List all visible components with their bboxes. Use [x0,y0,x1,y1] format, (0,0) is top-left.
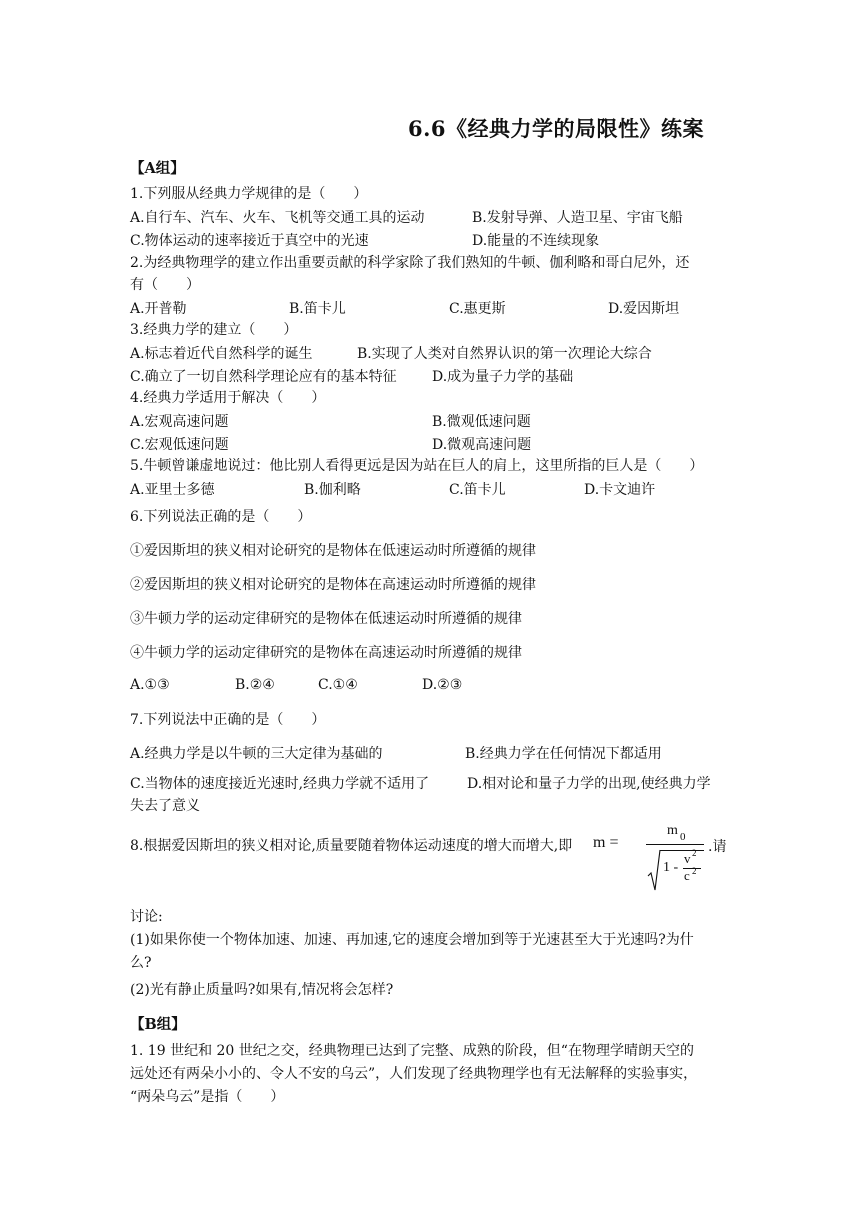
q8-part1-line2: 么? [130,955,152,971]
q3-stem: 3.经典力学的建立（ ） [130,322,298,338]
q6-stem: 6.下列说法正确的是（ ） [130,509,312,525]
q1-option-d: D.能量的不连续现象 [472,233,600,249]
q1-option-a: A.自行车、汽车、火车、飞机等交通工具的运动 [130,210,425,226]
formula-c-exp: 2 [692,866,697,876]
group-b-heading: 【B组】 [130,1016,186,1033]
q3-option-c: C.确立了一切自然科学理论应有的基本特征 [130,369,397,385]
q7-option-a: A.经典力学是以牛顿的三大定律为基础的 [130,746,383,762]
b1-line2: 远处还有两朵小小的、令人不安的乌云”，人们发现了经典物理学也有无法解释的实验事实， [130,1066,698,1082]
formula-c: c [684,868,690,883]
q5-option-a: A.亚里士多德 [130,482,215,498]
formula-numerator-sub: 0 [680,831,686,843]
q7-option-d: D.相对论和量子力学的出现,使经典力学 [467,776,711,792]
page-title: 6.6《经典力学的局限性》练案 [408,116,705,141]
q2-option-b: B.笛卡儿 [289,301,346,317]
q2-option-c: C.惠更斯 [449,301,506,317]
q2-option-d: D.爱因斯坦 [608,301,680,317]
sqrt-bar [660,850,704,851]
q6-statement-1: ①爱因斯坦的狭义相对论研究的是物体在低速运动时所遵循的规律 [130,543,536,559]
q6-option-b: B.②④ [235,677,275,693]
q1-option-b: B.发射导弹、人造卫星、宇宙飞船 [472,210,683,226]
q6-option-a: A.①③ [130,677,170,693]
q4-option-d: D.微观高速问题 [432,437,532,453]
q7-stem: 7.下列说法中正确的是（ ） [130,712,326,728]
q8-stem: 8.根据爱因斯坦的狭义相对论,质量要随着物体运动速度的增大而增大,即 [130,838,573,854]
q4-option-c: C.宏观低速问题 [130,437,229,453]
q5-option-b: B.伽利略 [304,482,361,498]
q2-stem-line1: 2.为经典物理学的建立作出重要贡献的科学家除了我们熟知的牛顿、伽利略和哥白尼外，还 [130,255,690,271]
q2-stem-line2: 有（ ） [130,277,200,293]
q6-statement-3: ③牛顿力学的运动定律研究的是物体在低速运动时所遵循的规律 [130,611,522,627]
q6-option-c: C.①④ [318,677,358,693]
q5-option-d: D.卡文迪许 [584,482,656,498]
sqrt-sign [647,848,661,892]
b1-line3: “两朵乌云”是指（ ） [130,1089,285,1105]
formula-m: m = [593,834,619,851]
formula-v: v [684,851,691,866]
q3-option-b: B.实现了人类对自然界认识的第一次理论大综合 [357,346,652,362]
q2-option-a: A.开普勒 [130,301,187,317]
q4-option-a: A.宏观高速问题 [130,414,229,430]
q6-statement-4: ④牛顿力学的运动定律研究的是物体在高速运动时所遵循的规律 [130,645,522,661]
b1-line1: 1. 19 世纪和 20 世纪之交，经典物理已达到了完整、成熟的阶段，但“在物理学晴朗天空的 [130,1043,694,1059]
q1-stem: 1.下列服从经典力学规律的是（ ） [130,186,368,202]
q8-discuss: 讨论: [130,909,163,925]
q4-option-b: B.微观低速问题 [432,414,531,430]
q4-stem: 4.经典力学适用于解决（ ） [130,390,326,406]
q6-statement-2: ②爱因斯坦的狭义相对论研究的是物体在高速运动时所遵循的规律 [130,577,536,593]
q8-part1-line1: (1)如果你使一个物体加速、加速、再加速,它的速度会增加到等于光速甚至大于光速吗?为什 [130,932,694,948]
q5-option-c: C.笛卡儿 [449,482,506,498]
formula-v-exp: 2 [692,848,697,858]
formula-one-minus: 1 - [663,860,679,875]
q7-option-d-cont: 失去了意义 [130,798,200,814]
q5-stem: 5.牛顿曾谦虚地说过：他比别人看得更远是因为站在巨人的肩上，这里所指的巨人是（ ） [130,458,704,474]
q7-option-c: C.当物体的速度接近光速时,经典力学就不适用了 [130,776,430,792]
q7-option-b: B.经典力学在任何情况下都适用 [465,746,662,762]
formula-numerator: m [667,823,678,838]
q3-option-a: A.标志着近代自然科学的诞生 [130,346,313,362]
q1-option-c: C.物体运动的速率接近于真空中的光速 [130,233,369,249]
q6-option-d: D.②③ [422,677,463,693]
q3-option-d: D.成为量子力学的基础 [432,369,574,385]
q8-stem-end: .请 [708,839,727,855]
q8-part2: (2)光有静止质量吗?如果有,情况将会怎样? [130,982,394,998]
group-a-heading: 【A组】 [130,160,185,177]
main-fraction-line [646,844,704,845]
